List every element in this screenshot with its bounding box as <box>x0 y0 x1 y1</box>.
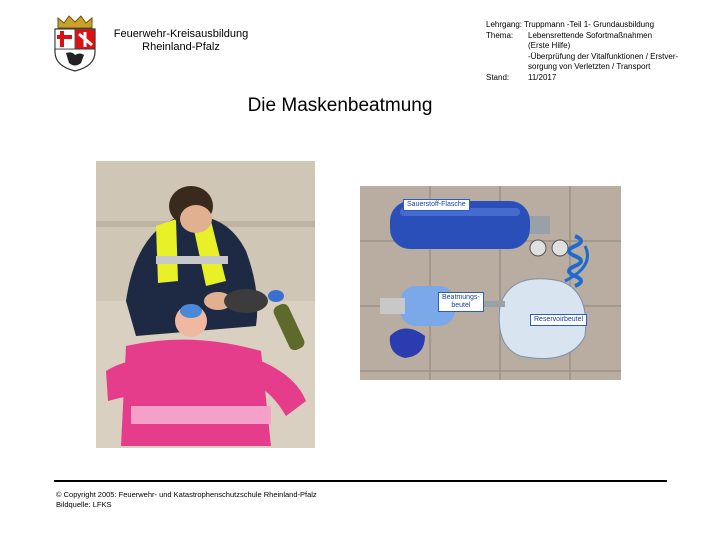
date-label: Stand: <box>486 72 510 82</box>
topic-line-2: (Erste Hilfe) <box>528 41 571 50</box>
label-oxygen-cylinder: Sauerstoff-Flasche <box>403 199 470 211</box>
rescuer-ventilation-photo <box>96 161 315 448</box>
image-source-text: Bildquelle: LFKS <box>56 500 112 509</box>
organization-line-2: Rheinland-Pfalz <box>142 41 220 53</box>
copyright-text: © Copyright 2005: Feuerwehr- und Katastrophenschutzschule Rheinland-Pfalz <box>56 490 317 499</box>
topic-line-3: -Überprüfung der Vitalfunktionen / Erstver- <box>528 51 679 61</box>
topic-label: Thema: <box>486 30 514 40</box>
date-value: 11/2017 <box>528 72 557 82</box>
organization-name <box>108 28 254 54</box>
course-label: Lehrgang: <box>486 20 523 29</box>
topic-row-4 <box>486 62 716 73</box>
label-reservoir-bag: Reservoirbeutel <box>530 314 587 326</box>
label-ventilation-bag <box>438 292 484 312</box>
topic-line-4: sorgung von Verletzten / Transport <box>528 62 651 71</box>
label-ventilation-bag-line-2: beutel <box>451 302 471 309</box>
course-row <box>486 20 716 31</box>
topic-row-2 <box>486 41 716 52</box>
slide-title: Die Maskenbeatmung <box>247 95 433 116</box>
footer-divider <box>54 480 667 482</box>
topic-row-3 <box>486 52 716 63</box>
topic-line-1: Lebensrettende Sofortmaßnahmen <box>528 30 653 40</box>
date-row <box>486 73 716 84</box>
topic-row <box>486 31 716 42</box>
label-ventilation-bag-line-1: Beatmungs- <box>442 294 480 301</box>
course-meta-block <box>486 20 716 83</box>
crown-icon <box>58 16 92 28</box>
ventilation-equipment-photo <box>360 186 621 380</box>
course-value: Truppmann -Teil 1- Grundausbildung <box>524 20 655 29</box>
coat-of-arms-logo <box>50 14 100 72</box>
organization-line-1: Feuerwehr-Kreisausbildung <box>113 28 249 40</box>
footer <box>56 490 317 510</box>
